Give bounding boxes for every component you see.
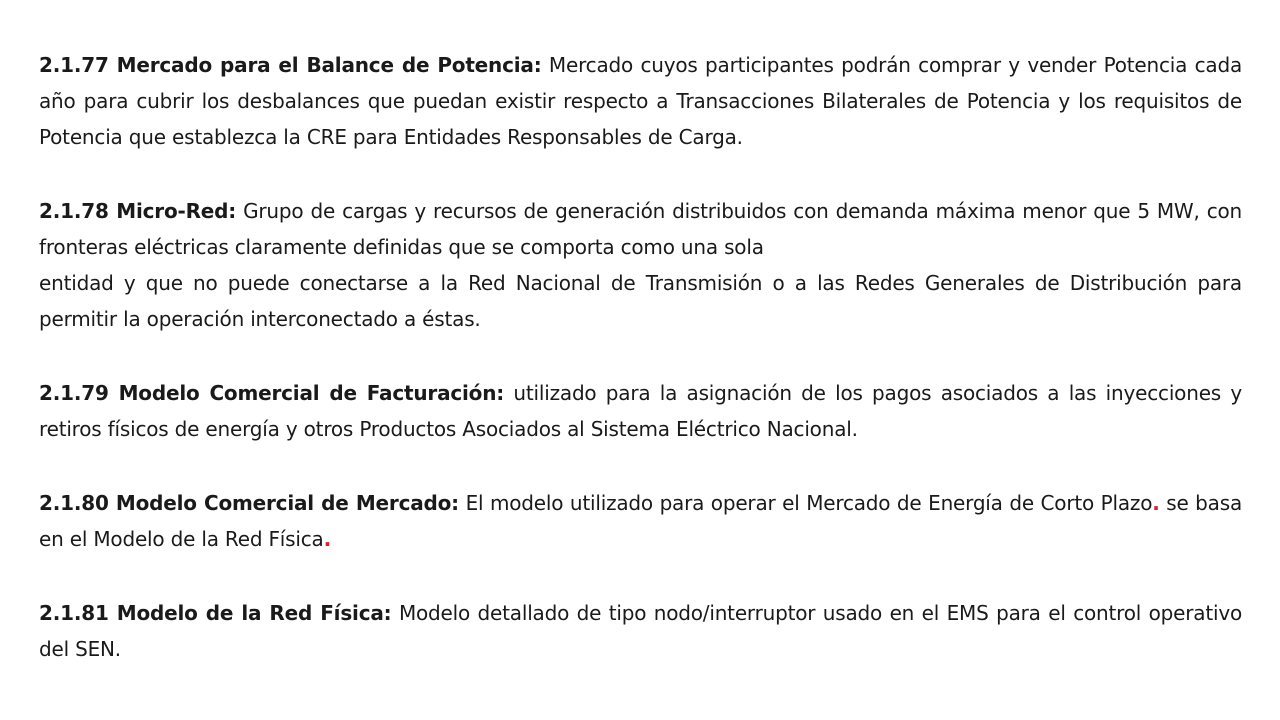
definition-text: El modelo utilizado para operar el Mercado de Energía de Corto Plazo	[458, 491, 1153, 515]
definition-text: utilizado para la asignación de los pagos asociados a las inyecciones y retiros físicos de energía y otros Productos Asociados al Sistema Eléctrico Nacional.	[39, 381, 1242, 441]
definition-2-1-79	[39, 375, 1242, 447]
definition-text: Modelo detallado de tipo nodo/interruptor usado en el EMS para el control operativo del SEN.	[39, 601, 1243, 661]
definition-text: Mercado cuyos participantes podrán comprar y vender Potencia cada año para cubrir los desbalances que puedan existir respecto a Transacciones Bilaterales de Potencia y los requisitos de Potencia que establezca la CRE para Entidades Responsables de Carga.	[39, 53, 1242, 149]
red-period-mark: .	[323, 527, 331, 551]
definition-continuation: entidad y que no puede conectarse a la Red Nacional de Transmisión o a las Redes Generales de Distribución para permitir la operación interconectado a éstas.	[39, 271, 1242, 331]
definition-term: 2.1.79 Modelo Comercial de Facturación:	[39, 381, 505, 405]
definition-term: 2.1.80 Modelo Comercial de Mercado:	[39, 491, 459, 515]
definition-term: 2.1.77 Mercado para el Balance de Potencia:	[39, 53, 542, 77]
definition-text: Grupo de cargas y recursos de generación distribuidos con demanda máxima menor que 5 MW, con fronteras eléctricas claramente definidas que se comporta como una sola	[39, 199, 1242, 259]
definition-2-1-81	[39, 595, 1242, 667]
definition-2-1-78	[39, 193, 1242, 337]
definition-term: 2.1.81 Modelo de la Red Física:	[39, 601, 392, 625]
definition-term: 2.1.78 Micro-Red:	[39, 199, 237, 223]
definition-2-1-77	[39, 47, 1242, 155]
red-period-mark: .	[1152, 491, 1160, 515]
definition-2-1-80	[39, 485, 1242, 557]
definition-text-second: se basa en el Modelo de la Red Física	[39, 491, 1243, 551]
